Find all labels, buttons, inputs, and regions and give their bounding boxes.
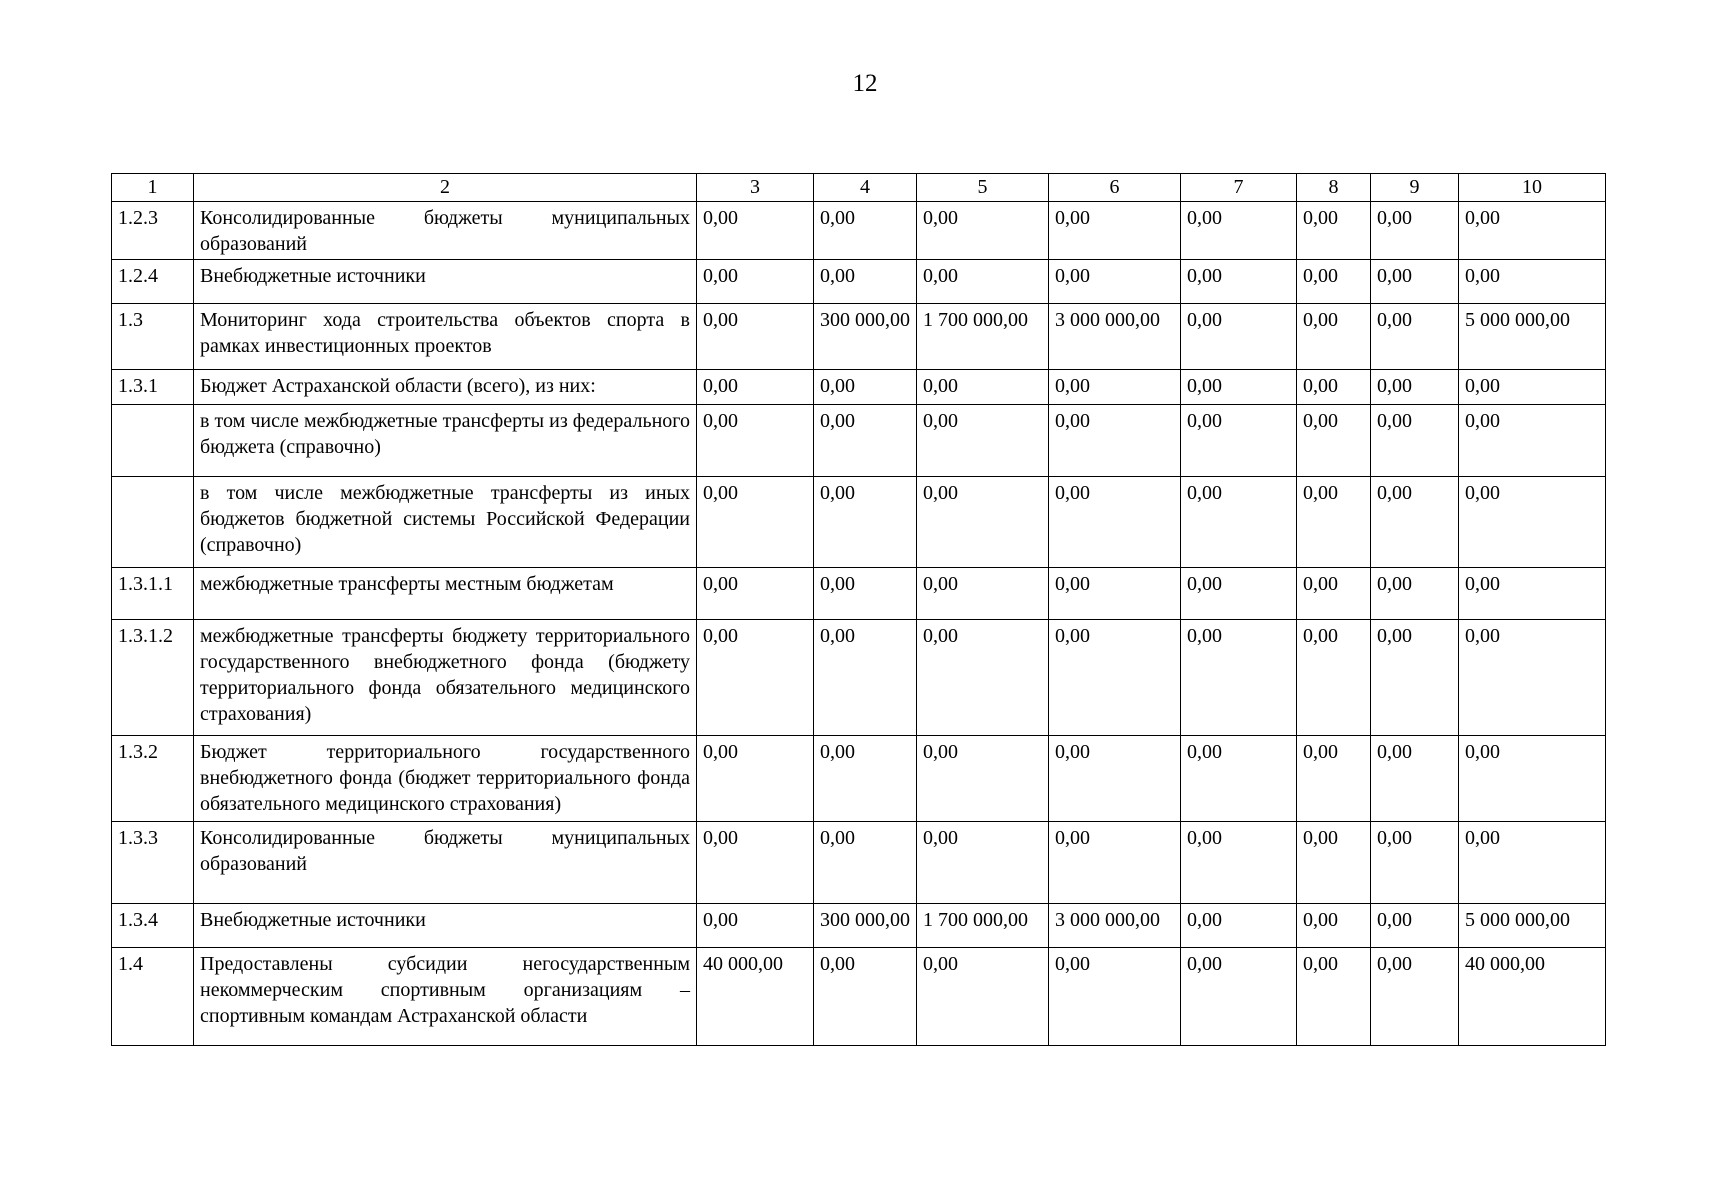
value-cell: 0,00 [697, 405, 814, 477]
value-cell: 0,00 [1459, 822, 1606, 904]
col-header: 6 [1049, 174, 1181, 202]
value-cell: 0,00 [697, 736, 814, 822]
value-cell: 0,00 [917, 202, 1049, 260]
page-number: 12 [852, 70, 878, 97]
value-cell: 0,00 [1297, 736, 1371, 822]
row-code: 1.3 [112, 304, 194, 370]
value-cell: 0,00 [814, 948, 917, 1046]
row-description: в том числе межбюджетные трансферты из иных бюджетов бюджетной системы Российской Федерации (справочно) [194, 477, 697, 568]
value-cell: 0,00 [1371, 822, 1459, 904]
value-cell: 0,00 [1297, 904, 1371, 948]
row-description: Внебюджетные источники [194, 260, 697, 304]
value-cell: 0,00 [1181, 260, 1297, 304]
value-cell: 0,00 [697, 568, 814, 620]
value-cell: 300 000,00 [814, 304, 917, 370]
table-row [112, 948, 1606, 1046]
row-description: Бюджет территориального государственного внебюджетного фонда (бюджет территориального фонда обязательного медицинского страхования) [194, 736, 697, 822]
value-cell: 0,00 [1049, 260, 1181, 304]
table-row [112, 736, 1606, 822]
value-cell: 0,00 [1371, 405, 1459, 477]
value-cell: 0,00 [1049, 568, 1181, 620]
table-row [112, 260, 1606, 304]
value-cell: 3 000 000,00 [1049, 304, 1181, 370]
value-cell: 0,00 [814, 620, 917, 736]
col-header: 1 [112, 174, 194, 202]
row-description: Бюджет Астраханской области (всего), из них: [194, 370, 697, 405]
value-cell: 0,00 [1181, 948, 1297, 1046]
table-row [112, 202, 1606, 260]
value-cell: 0,00 [1297, 822, 1371, 904]
col-header: 8 [1297, 174, 1371, 202]
value-cell: 0,00 [1459, 202, 1606, 260]
value-cell: 0,00 [1049, 477, 1181, 568]
value-cell: 5 000 000,00 [1459, 904, 1606, 948]
value-cell: 0,00 [1297, 304, 1371, 370]
value-cell: 0,00 [697, 904, 814, 948]
value-cell: 0,00 [1371, 477, 1459, 568]
row-description: Консолидированные бюджеты муниципальных образований [194, 822, 697, 904]
value-cell: 1 700 000,00 [917, 304, 1049, 370]
row-description: межбюджетные трансферты бюджету территориального государственного внебюджетного фонда (бюджету территориального фонда обязательного медицинского страхования) [194, 620, 697, 736]
value-cell: 0,00 [1049, 948, 1181, 1046]
value-cell: 0,00 [917, 822, 1049, 904]
value-cell: 0,00 [697, 822, 814, 904]
value-cell: 0,00 [1371, 736, 1459, 822]
value-cell: 0,00 [697, 620, 814, 736]
row-code [112, 477, 194, 568]
value-cell: 0,00 [814, 405, 917, 477]
table-row [112, 822, 1606, 904]
row-code: 1.3.1 [112, 370, 194, 405]
budget-table [111, 173, 1606, 1046]
value-cell: 0,00 [1297, 405, 1371, 477]
value-cell: 0,00 [1181, 477, 1297, 568]
value-cell: 0,00 [1371, 370, 1459, 405]
value-cell: 0,00 [1371, 948, 1459, 1046]
value-cell: 0,00 [917, 948, 1049, 1046]
value-cell: 0,00 [1459, 405, 1606, 477]
value-cell: 40 000,00 [1459, 948, 1606, 1046]
value-cell: 40 000,00 [697, 948, 814, 1046]
value-cell: 0,00 [1181, 202, 1297, 260]
table-row [112, 370, 1606, 405]
value-cell: 0,00 [917, 370, 1049, 405]
value-cell: 0,00 [1297, 568, 1371, 620]
row-code: 1.3.1.1 [112, 568, 194, 620]
value-cell: 0,00 [917, 405, 1049, 477]
table-row [112, 477, 1606, 568]
col-header: 4 [814, 174, 917, 202]
value-cell: 0,00 [814, 822, 917, 904]
value-cell: 0,00 [1459, 620, 1606, 736]
value-cell: 0,00 [1371, 260, 1459, 304]
value-cell: 0,00 [1049, 620, 1181, 736]
value-cell: 3 000 000,00 [1049, 904, 1181, 948]
col-header: 2 [194, 174, 697, 202]
table-row [112, 568, 1606, 620]
value-cell: 0,00 [1371, 904, 1459, 948]
value-cell: 1 700 000,00 [917, 904, 1049, 948]
value-cell: 0,00 [1181, 370, 1297, 405]
row-description: Предоставлены субсидии негосударственным некоммерческим спортивным организациям – спортивным командам Астраханской области [194, 948, 697, 1046]
value-cell: 0,00 [1297, 370, 1371, 405]
value-cell: 0,00 [1297, 260, 1371, 304]
value-cell: 0,00 [1181, 736, 1297, 822]
row-description: в том числе межбюджетные трансферты из федерального бюджета (справочно) [194, 405, 697, 477]
value-cell: 0,00 [1049, 822, 1181, 904]
value-cell: 0,00 [917, 260, 1049, 304]
col-header: 9 [1371, 174, 1459, 202]
value-cell: 0,00 [697, 260, 814, 304]
value-cell: 0,00 [1049, 202, 1181, 260]
value-cell: 0,00 [1181, 904, 1297, 948]
value-cell: 0,00 [1371, 202, 1459, 260]
value-cell: 0,00 [697, 370, 814, 405]
value-cell: 0,00 [1459, 736, 1606, 822]
value-cell: 0,00 [1181, 620, 1297, 736]
table-header-row [112, 174, 1606, 202]
value-cell: 0,00 [814, 736, 917, 822]
row-description: межбюджетные трансферты местным бюджетам [194, 568, 697, 620]
value-cell: 0,00 [1459, 477, 1606, 568]
value-cell: 0,00 [1049, 370, 1181, 405]
value-cell: 0,00 [1181, 568, 1297, 620]
value-cell: 0,00 [1371, 304, 1459, 370]
row-code: 1.2.4 [112, 260, 194, 304]
value-cell: 0,00 [1297, 202, 1371, 260]
value-cell: 0,00 [917, 477, 1049, 568]
value-cell: 0,00 [1297, 620, 1371, 736]
value-cell: 0,00 [1459, 260, 1606, 304]
row-code: 1.3.4 [112, 904, 194, 948]
col-header: 7 [1181, 174, 1297, 202]
value-cell: 0,00 [814, 568, 917, 620]
row-code: 1.3.2 [112, 736, 194, 822]
row-description: Мониторинг хода строительства объектов спорта в рамках инвестиционных проектов [194, 304, 697, 370]
value-cell: 0,00 [1049, 405, 1181, 477]
row-code [112, 405, 194, 477]
value-cell: 0,00 [1181, 405, 1297, 477]
row-description: Консолидированные бюджеты муниципальных образований [194, 202, 697, 260]
value-cell: 5 000 000,00 [1459, 304, 1606, 370]
value-cell: 0,00 [917, 620, 1049, 736]
row-code: 1.3.3 [112, 822, 194, 904]
value-cell: 0,00 [1181, 822, 1297, 904]
value-cell: 0,00 [697, 477, 814, 568]
table-row [112, 405, 1606, 477]
table-row [112, 620, 1606, 736]
value-cell: 300 000,00 [814, 904, 917, 948]
value-cell: 0,00 [1297, 477, 1371, 568]
value-cell: 0,00 [814, 370, 917, 405]
value-cell: 0,00 [1049, 736, 1181, 822]
value-cell: 0,00 [1371, 568, 1459, 620]
value-cell: 0,00 [917, 736, 1049, 822]
value-cell: 0,00 [697, 304, 814, 370]
table-row [112, 304, 1606, 370]
row-code: 1.2.3 [112, 202, 194, 260]
value-cell: 0,00 [1459, 370, 1606, 405]
value-cell: 0,00 [917, 568, 1049, 620]
row-code: 1.4 [112, 948, 194, 1046]
value-cell: 0,00 [814, 477, 917, 568]
col-header: 10 [1459, 174, 1606, 202]
value-cell: 0,00 [697, 202, 814, 260]
col-header: 5 [917, 174, 1049, 202]
row-code: 1.3.1.2 [112, 620, 194, 736]
value-cell: 0,00 [1371, 620, 1459, 736]
value-cell: 0,00 [814, 260, 917, 304]
row-description: Внебюджетные источники [194, 904, 697, 948]
value-cell: 0,00 [1297, 948, 1371, 1046]
value-cell: 0,00 [1459, 568, 1606, 620]
value-cell: 0,00 [814, 202, 917, 260]
table-row [112, 904, 1606, 948]
value-cell: 0,00 [1181, 304, 1297, 370]
col-header: 3 [697, 174, 814, 202]
